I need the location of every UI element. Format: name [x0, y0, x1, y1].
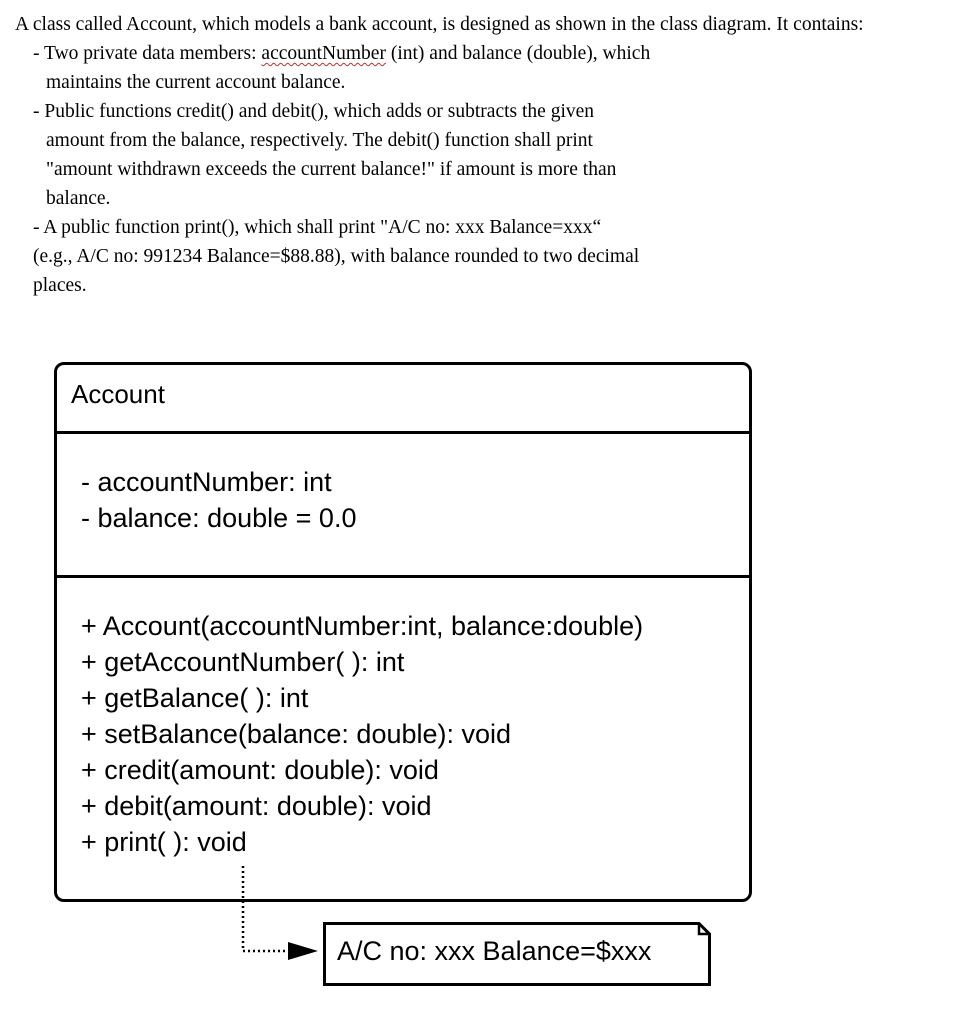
- item2-line4: balance.: [46, 188, 111, 209]
- operation-set-balance: + setBalance(balance: double): void: [81, 719, 512, 749]
- operation-list: [81, 608, 643, 860]
- attribute-balance: - balance: double = 0.0: [81, 503, 357, 533]
- item1-term: accountNumber: [261, 43, 386, 64]
- item3-line2: (e.g., A/C no: 991234 Balance=$88.88), with balance rounded to two decimal: [33, 246, 640, 267]
- operation-debit: + debit(amount: double): void: [81, 791, 432, 821]
- item1-suffix: (int) and balance (double), which: [385, 43, 651, 64]
- connector-arrowhead: [288, 942, 318, 960]
- operation-constructor: + Account(accountNumber:int, balance:double): [81, 611, 644, 641]
- item3-line3: places.: [33, 275, 87, 296]
- class-name: Account: [71, 379, 165, 409]
- intro-line: A class called Account, which models a bank account, is designed as shown in the class diagram. It contains:: [15, 14, 864, 35]
- uml-class-box: [54, 362, 752, 902]
- item2-line1: - Public functions credit() and debit(), which adds or subtracts the given: [33, 101, 595, 122]
- class-name-compartment: [57, 365, 749, 434]
- item3-line1: - A public function print(), which shall print "A/C no: xxx Balance=xxx“: [33, 217, 602, 238]
- attribute-account-number: - accountNumber: int: [81, 467, 332, 497]
- operation-print: + print( ): void: [81, 827, 247, 857]
- item2-line2: amount from the balance, respectively. The debit() function shall print: [46, 130, 593, 151]
- uml-note: [323, 922, 711, 986]
- item1-line2: maintains the current account balance.: [46, 72, 346, 93]
- attributes-compartment: [57, 434, 749, 578]
- operations-compartment: [57, 578, 749, 899]
- item2-line3: "amount withdrawn exceeds the current balance!" if amount is more than: [46, 159, 617, 180]
- item1-line1: [15, 39, 970, 68]
- operation-get-account-number: + getAccountNumber( ): int: [81, 647, 405, 677]
- note-text: A/C no: xxx Balance=$xxx: [337, 936, 652, 966]
- operation-credit: + credit(amount: double): void: [81, 755, 439, 785]
- attribute-list: [81, 464, 356, 536]
- problem-description: [15, 10, 970, 300]
- operation-get-balance: + getBalance( ): int: [81, 683, 309, 713]
- item1-prefix: - Two private data members:: [33, 43, 262, 64]
